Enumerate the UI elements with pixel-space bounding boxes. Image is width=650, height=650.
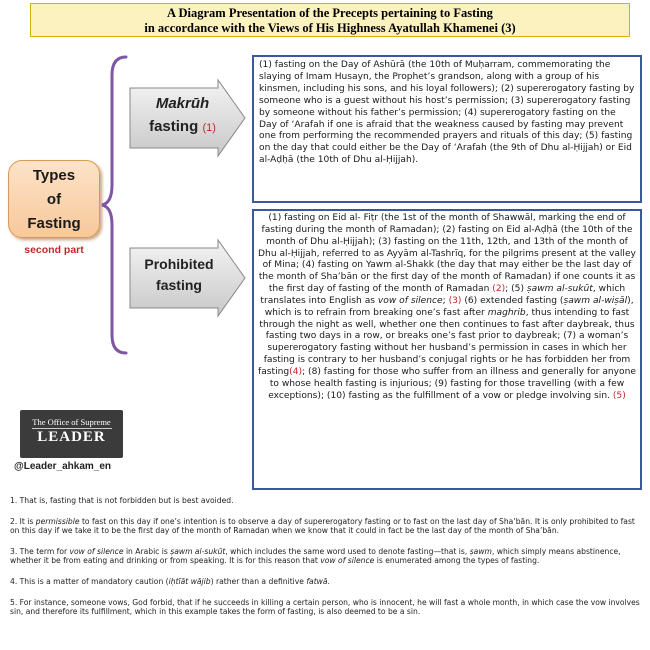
title-line-1: A Diagram Presentation of the Precepts pertaining to Fasting <box>167 6 493 20</box>
prohibited-ref-3: (3) <box>448 295 462 306</box>
types-line-2: of <box>46 191 62 208</box>
footnote-2 <box>10 517 640 536</box>
bracket-connector <box>100 55 130 355</box>
prohibited-text-7: , thus intending to fast through the night as well, whether one then continues to fast after daybreak, thus fasting two days in a row, or breaks one’s fast prior to daybreak; (7) a woman’s supererogatory fasting without her husband’s permission in cases in which her fasting is contrary to her husband’s conjugal rights or he has forbidden her from fasting <box>258 307 635 377</box>
footnote-3-term-3: ṣawm <box>469 546 492 556</box>
makruh-label-line-2: fasting <box>149 118 199 135</box>
footnote-4-term-2: fatwā <box>306 576 328 586</box>
prohibited-label <box>130 254 228 296</box>
logo-line-1: The Office of Supreme <box>32 417 111 427</box>
leader-logo <box>20 410 123 458</box>
types-line-3: Fasting <box>27 215 81 232</box>
footnote-3-text-c: , which includes the same word used to denote fasting—that is, <box>225 546 470 556</box>
logo-line-2: LEADER <box>37 429 106 445</box>
footnote-3 <box>10 547 640 566</box>
footnotes <box>10 496 640 628</box>
prohibited-text-3: , which translates into English as <box>260 284 626 306</box>
footnote-4-text-a: 4. This is a matter of mandatory caution ( <box>10 576 169 586</box>
makruh-label <box>130 92 235 140</box>
prohibited-label-line-1: Prohibited <box>144 256 214 272</box>
prohibited-text-5: (6) extended fasting ( <box>461 295 564 306</box>
prohibited-ref-4: (4) <box>289 366 303 377</box>
prohibited-text-6: ), which is to refrain from breaking one’s fast after <box>264 295 634 318</box>
prohibited-text-4: ; <box>442 295 449 306</box>
footnote-4-term-1: iḥtīāt wājib <box>168 576 211 586</box>
footnote-2-text-a: 2. It is <box>10 516 36 526</box>
term-vow-of-silence: vow of silence <box>377 295 443 306</box>
part-label: second part <box>24 244 84 256</box>
footnote-3-text-e: is enumerated among the types of fasting. <box>374 556 540 566</box>
prohibited-ref-2: (2) <box>492 284 506 295</box>
types-of-fasting-box <box>8 160 100 238</box>
prohibited-label-line-2: fasting <box>156 277 202 293</box>
title-banner <box>30 3 630 37</box>
title-line-2: in accordance with the Views of His Highness Ayatullah Khamenei (3) <box>144 21 516 35</box>
term-sawm-al-wisal: ṣawm al-wiṣāl <box>563 295 628 306</box>
makruh-label-line-1: Makrūh <box>155 95 210 112</box>
footnote-1-text: 1. That is, fasting that is not forbidden but is best avoided. <box>10 496 234 505</box>
prohibited-ref-5: (5) <box>612 390 626 401</box>
term-maghrib: maghrib <box>487 307 526 318</box>
footnote-4 <box>10 577 640 587</box>
prohibited-text-box <box>252 209 642 490</box>
footnote-3-text-d: , which simply means abstinence, whether it be from eating and drinking or from speaking. It is for this reason that <box>10 546 621 566</box>
prohibited-text-1: (1) fasting on Eid al- Fiṭr (the 1st of the month of Shawwāl, marking the end of fasting during the month of Ramadan); (2) fasting on Eid al-Aḍḥā (the 10th of the month of Dhu al-Ḥijjah); (3) fasting on the 11th, 12th, and 13th of the month of Dhu al-Ḥijjah, referred to as Ayyām al-Tashrīq, for the pilgrims present at the valley of Mina; (4) fasting on Yawm al-Shakk (the day that may either be the last day of the month of Sha’bān or the first day of the month of Ramadan) if one counts it as the first day of fasting of the month of Ramadan <box>258 213 636 295</box>
footnote-4-text-b: ) rather than a definitive <box>210 576 307 586</box>
footnote-1 <box>10 496 640 506</box>
footnote-3-term-2: ṣawm al-sukūt <box>170 546 226 556</box>
types-line-1: Types <box>32 167 76 184</box>
term-sawm-al-sukut: ṣawm al-sukūt <box>526 284 593 295</box>
prohibited-text-8: ; (8) fasting for those who suffer from an illness and generally for anyone to whose health fasting is injurious; (9) fasting for those travelling (with a few exceptions); (10) fasting as the fulfillment of a vow or pledge involving sin. <box>268 366 636 401</box>
footnote-2-text-b: to fast on this day if one’s intention is to observe a day of supererogatory fasting or to fast on the last day of Sha’bān. It is only prohibited to fast on this day if we take it to be the first day of the month of Ramadan when we know that it could in fact be the last day of the month of Sha’bān. <box>10 516 635 536</box>
footnote-2-term: permissible <box>35 516 80 526</box>
footnote-3-term-4: vow of silence <box>320 556 375 566</box>
footnote-5-text: 5. For instance, someone vows, God forbid, that if he succeeds in killing a certain person, who is innocent, he will fast a whole month, in which case the vow involves sin, and therefore its fulfillment, which in this example takes the form of fasting, is also deemed to be a sin. <box>10 597 640 617</box>
footnote-5 <box>10 598 640 617</box>
footnote-4-text-c: . <box>327 576 330 586</box>
footnote-3-term-1: vow of silence <box>69 546 124 556</box>
makruh-text: (1) fasting on the Day of Ashūrā (the 10th of Muḥarram, commemorating the slaying of Imam Husayn, the Prophet’s grandson, along with a group of his kinsmen, including his sons, and his loyal followers); (2) supererogatory fasting by someone who is a guest without his host’s permission; (3) supererogatory fasting by someone without his father’s permission; (4) supererogatory fasting on the Day of ‘Arafah if one is afraid that the weakness caused by fasting may prevent one from performing the recommended prayers and rituals of this day; (5) fasting on the day that could either be the Day of ‘Arafah (the 9th of Dhu al-Ḥijjah) or Eid al-Aḍḥā (the 10th of Dhu al-Ḥijjah). <box>259 60 635 166</box>
footnote-3-text-a: 3. The term for <box>10 546 70 556</box>
makruh-text-box <box>252 55 642 203</box>
social-handle: @Leader_ahkam_en <box>14 461 112 472</box>
makruh-footnote-ref: (1) <box>202 122 216 134</box>
prohibited-text-2: ; (5) <box>505 284 527 295</box>
footnote-3-text-b: in Arabic is <box>123 546 171 556</box>
